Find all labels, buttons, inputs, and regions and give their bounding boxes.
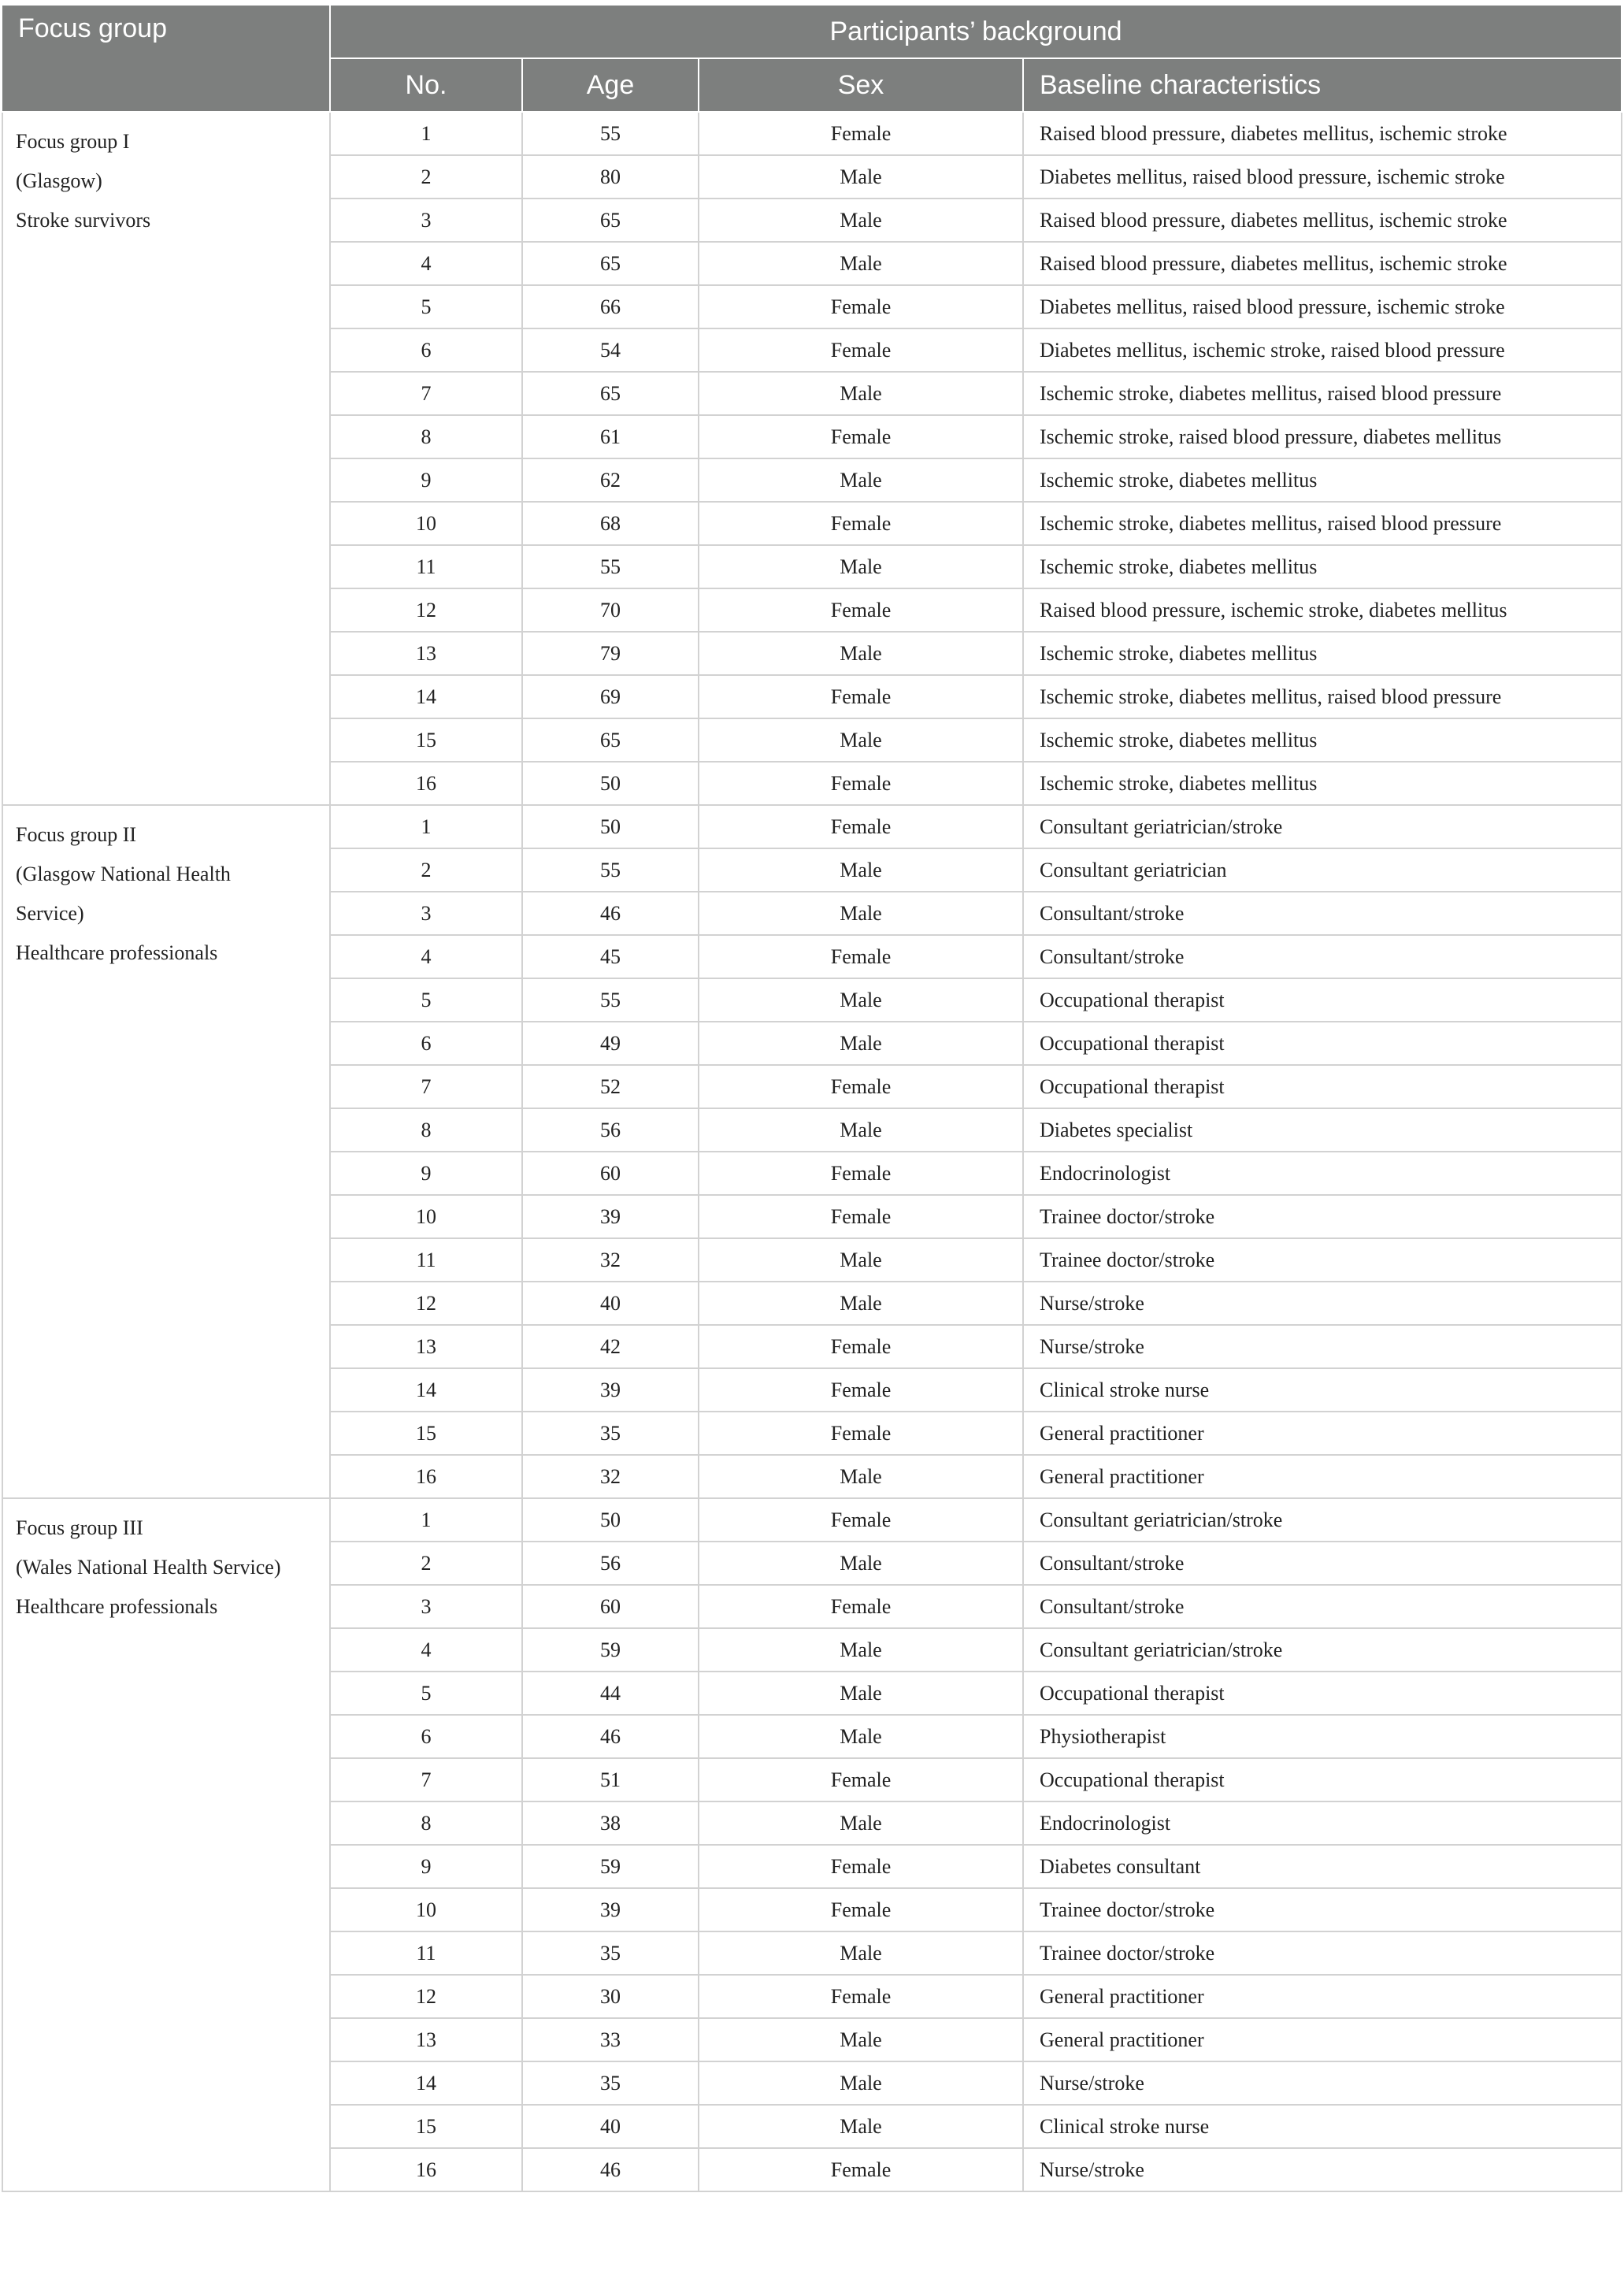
- participant-sex: Male: [699, 1672, 1023, 1715]
- focus-group-label-line: Focus group I: [16, 130, 130, 153]
- participant-number: 12: [330, 588, 522, 632]
- participant-age: 56: [522, 1542, 699, 1585]
- participant-sex: Male: [699, 632, 1023, 675]
- focus-group-label-line: Focus group II: [16, 823, 137, 846]
- participant-sex: Male: [699, 1022, 1023, 1065]
- participant-number: 15: [330, 2105, 522, 2148]
- participant-sex: Male: [699, 155, 1023, 199]
- participant-number: 8: [330, 415, 522, 458]
- participant-sex: Female: [699, 1368, 1023, 1412]
- participant-number: 9: [330, 1152, 522, 1195]
- participant-sex: Male: [699, 978, 1023, 1022]
- baseline-characteristics: Trainee doctor/stroke: [1023, 1931, 1622, 1975]
- header-baseline: Baseline characteristics: [1023, 58, 1622, 112]
- participant-sex: Male: [699, 2061, 1023, 2105]
- participant-number: 2: [330, 848, 522, 892]
- participant-sex: Female: [699, 415, 1023, 458]
- participant-number: 12: [330, 1975, 522, 2018]
- participant-number: 5: [330, 1672, 522, 1715]
- baseline-characteristics: Physiotherapist: [1023, 1715, 1622, 1758]
- participant-age: 65: [522, 718, 699, 762]
- baseline-characteristics: General practitioner: [1023, 1412, 1622, 1455]
- participant-age: 61: [522, 415, 699, 458]
- baseline-characteristics: Trainee doctor/stroke: [1023, 1195, 1622, 1238]
- participant-age: 35: [522, 1931, 699, 1975]
- participant-sex: Male: [699, 2105, 1023, 2148]
- participant-number: 1: [330, 1498, 522, 1542]
- baseline-characteristics: Raised blood pressure, diabetes mellitus, ischemic stroke: [1023, 112, 1622, 155]
- participant-number: 4: [330, 1628, 522, 1672]
- participant-sex: Male: [699, 848, 1023, 892]
- header-participants-background: Participants’ background: [330, 5, 1622, 58]
- focus-group-label: [2, 1498, 330, 2191]
- participant-number: 15: [330, 718, 522, 762]
- baseline-characteristics: Ischemic stroke, diabetes mellitus: [1023, 762, 1622, 805]
- header-age: Age: [522, 58, 699, 112]
- participant-sex: Male: [699, 892, 1023, 935]
- participant-age: 42: [522, 1325, 699, 1368]
- baseline-characteristics: Occupational therapist: [1023, 1022, 1622, 1065]
- participant-number: 5: [330, 285, 522, 328]
- participant-number: 4: [330, 242, 522, 285]
- baseline-characteristics: Consultant/stroke: [1023, 892, 1622, 935]
- baseline-characteristics: Diabetes consultant: [1023, 1845, 1622, 1888]
- participant-age: 79: [522, 632, 699, 675]
- header-no: No.: [330, 58, 522, 112]
- participant-age: 55: [522, 545, 699, 588]
- participant-number: 9: [330, 458, 522, 502]
- participant-number: 16: [330, 2148, 522, 2191]
- focus-group-label-line: Service): [16, 902, 84, 925]
- baseline-characteristics: Ischemic stroke, diabetes mellitus, raised blood pressure: [1023, 675, 1622, 718]
- participant-sex: Female: [699, 1325, 1023, 1368]
- participant-age: 55: [522, 978, 699, 1022]
- baseline-characteristics: Endocrinologist: [1023, 1801, 1622, 1845]
- participant-sex: Female: [699, 1585, 1023, 1628]
- participant-sex: Female: [699, 285, 1023, 328]
- participant-number: 10: [330, 502, 522, 545]
- participant-sex: Male: [699, 1238, 1023, 1282]
- baseline-characteristics: Trainee doctor/stroke: [1023, 1238, 1622, 1282]
- baseline-characteristics: Ischemic stroke, diabetes mellitus: [1023, 458, 1622, 502]
- baseline-characteristics: Ischemic stroke, raised blood pressure, diabetes mellitus: [1023, 415, 1622, 458]
- baseline-characteristics: Consultant/stroke: [1023, 1542, 1622, 1585]
- participant-age: 54: [522, 328, 699, 372]
- participant-age: 50: [522, 762, 699, 805]
- baseline-characteristics: Ischemic stroke, diabetes mellitus: [1023, 632, 1622, 675]
- baseline-characteristics: Nurse/stroke: [1023, 1325, 1622, 1368]
- participant-number: 14: [330, 1368, 522, 1412]
- header-focus-group: Focus group: [2, 5, 330, 112]
- participant-age: 35: [522, 1412, 699, 1455]
- participant-sex: Female: [699, 112, 1023, 155]
- participant-sex: Male: [699, 458, 1023, 502]
- participant-age: 35: [522, 2061, 699, 2105]
- participant-sex: Female: [699, 935, 1023, 978]
- participant-sex: Female: [699, 588, 1023, 632]
- participant-age: 39: [522, 1368, 699, 1412]
- participant-age: 45: [522, 935, 699, 978]
- focus-group-label-line: Healthcare professionals: [16, 941, 218, 964]
- participant-number: 8: [330, 1801, 522, 1845]
- baseline-characteristics: Consultant geriatrician/stroke: [1023, 1498, 1622, 1542]
- focus-group-label-line: (Glasgow National Health: [16, 863, 231, 885]
- participant-age: 55: [522, 112, 699, 155]
- participant-number: 10: [330, 1888, 522, 1931]
- baseline-characteristics: Consultant/stroke: [1023, 1585, 1622, 1628]
- baseline-characteristics: Endocrinologist: [1023, 1152, 1622, 1195]
- participant-sex: Male: [699, 545, 1023, 588]
- participant-age: 51: [522, 1758, 699, 1801]
- participant-sex: Female: [699, 1888, 1023, 1931]
- participant-number: 7: [330, 1758, 522, 1801]
- participant-age: 60: [522, 1152, 699, 1195]
- participant-sex: Female: [699, 1065, 1023, 1108]
- baseline-characteristics: Ischemic stroke, diabetes mellitus, raised blood pressure: [1023, 502, 1622, 545]
- focus-group-label-line: (Wales National Health Service): [16, 1556, 281, 1579]
- focus-group-label-line: Healthcare professionals: [16, 1595, 218, 1618]
- participant-sex: Male: [699, 1542, 1023, 1585]
- participant-number: 11: [330, 545, 522, 588]
- participant-age: 52: [522, 1065, 699, 1108]
- participant-number: 3: [330, 892, 522, 935]
- participant-number: 12: [330, 1282, 522, 1325]
- table-body: [2, 112, 1622, 2191]
- participant-age: 30: [522, 1975, 699, 2018]
- participant-sex: Female: [699, 1758, 1023, 1801]
- participant-number: 11: [330, 1931, 522, 1975]
- baseline-characteristics: General practitioner: [1023, 2018, 1622, 2061]
- participant-age: 39: [522, 1195, 699, 1238]
- participant-age: 55: [522, 848, 699, 892]
- table-header: [2, 5, 1622, 112]
- participant-number: 6: [330, 1715, 522, 1758]
- participant-age: 59: [522, 1845, 699, 1888]
- participant-age: 56: [522, 1108, 699, 1152]
- participant-number: 11: [330, 1238, 522, 1282]
- participant-number: 16: [330, 762, 522, 805]
- baseline-characteristics: Raised blood pressure, diabetes mellitus, ischemic stroke: [1023, 242, 1622, 285]
- participant-sex: Female: [699, 675, 1023, 718]
- participant-age: 40: [522, 1282, 699, 1325]
- participant-number: 13: [330, 1325, 522, 1368]
- participant-sex: Male: [699, 1455, 1023, 1498]
- participant-age: 33: [522, 2018, 699, 2061]
- participant-age: 62: [522, 458, 699, 502]
- baseline-characteristics: Consultant geriatrician/stroke: [1023, 1628, 1622, 1672]
- baseline-characteristics: Diabetes mellitus, raised blood pressure, ischemic stroke: [1023, 285, 1622, 328]
- participant-sex: Male: [699, 1931, 1023, 1975]
- focus-group-label: [2, 112, 330, 805]
- baseline-characteristics: Consultant geriatrician/stroke: [1023, 805, 1622, 848]
- participant-number: 16: [330, 1455, 522, 1498]
- participant-number: 1: [330, 805, 522, 848]
- participant-sex: Male: [699, 1628, 1023, 1672]
- participant-sex: Male: [699, 718, 1023, 762]
- participant-sex: Female: [699, 1195, 1023, 1238]
- participant-age: 40: [522, 2105, 699, 2148]
- participant-age: 39: [522, 1888, 699, 1931]
- participant-number: 4: [330, 935, 522, 978]
- participant-sex: Female: [699, 762, 1023, 805]
- participant-sex: Female: [699, 1498, 1023, 1542]
- participant-age: 32: [522, 1455, 699, 1498]
- participant-age: 46: [522, 2148, 699, 2191]
- baseline-characteristics: Nurse/stroke: [1023, 2148, 1622, 2191]
- participant-number: 13: [330, 632, 522, 675]
- baseline-characteristics: Diabetes mellitus, ischemic stroke, raised blood pressure: [1023, 328, 1622, 372]
- focus-group-label-line: (Glasgow): [16, 169, 102, 192]
- participant-number: 3: [330, 1585, 522, 1628]
- baseline-characteristics: Raised blood pressure, ischemic stroke, diabetes mellitus: [1023, 588, 1622, 632]
- baseline-characteristics: Occupational therapist: [1023, 978, 1622, 1022]
- participant-sex: Female: [699, 1412, 1023, 1455]
- baseline-characteristics: Diabetes mellitus, raised blood pressure, ischemic stroke: [1023, 155, 1622, 199]
- focus-group-label: [2, 805, 330, 1498]
- participant-age: 65: [522, 199, 699, 242]
- header-row-top: [2, 5, 1622, 58]
- participant-age: 59: [522, 1628, 699, 1672]
- participant-sex: Male: [699, 1282, 1023, 1325]
- participant-number: 7: [330, 372, 522, 415]
- participants-table: [2, 4, 1622, 2192]
- participant-sex: Male: [699, 199, 1023, 242]
- participant-age: 44: [522, 1672, 699, 1715]
- participant-sex: Male: [699, 1715, 1023, 1758]
- participant-sex: Male: [699, 2018, 1023, 2061]
- baseline-characteristics: Consultant/stroke: [1023, 935, 1622, 978]
- participant-number: 7: [330, 1065, 522, 1108]
- baseline-characteristics: Nurse/stroke: [1023, 1282, 1622, 1325]
- table-row: [2, 805, 1622, 848]
- participant-number: 15: [330, 1412, 522, 1455]
- participant-number: 1: [330, 112, 522, 155]
- participant-number: 2: [330, 155, 522, 199]
- participant-number: 10: [330, 1195, 522, 1238]
- baseline-characteristics: Consultant geriatrician: [1023, 848, 1622, 892]
- participant-sex: Female: [699, 1845, 1023, 1888]
- participant-age: 60: [522, 1585, 699, 1628]
- participant-number: 5: [330, 978, 522, 1022]
- participant-age: 65: [522, 372, 699, 415]
- participant-number: 3: [330, 199, 522, 242]
- focus-group-label-line: Stroke survivors: [16, 209, 151, 232]
- participant-sex: Female: [699, 805, 1023, 848]
- participant-sex: Female: [699, 1152, 1023, 1195]
- participant-age: 50: [522, 805, 699, 848]
- baseline-characteristics: Occupational therapist: [1023, 1758, 1622, 1801]
- participant-age: 46: [522, 1715, 699, 1758]
- baseline-characteristics: Ischemic stroke, diabetes mellitus, raised blood pressure: [1023, 372, 1622, 415]
- participant-age: 70: [522, 588, 699, 632]
- participant-number: 14: [330, 675, 522, 718]
- participant-age: 50: [522, 1498, 699, 1542]
- participant-number: 2: [330, 1542, 522, 1585]
- baseline-characteristics: Clinical stroke nurse: [1023, 2105, 1622, 2148]
- participant-sex: Male: [699, 242, 1023, 285]
- baseline-characteristics: General practitioner: [1023, 1975, 1622, 2018]
- baseline-characteristics: Occupational therapist: [1023, 1672, 1622, 1715]
- participant-sex: Female: [699, 2148, 1023, 2191]
- baseline-characteristics: Diabetes specialist: [1023, 1108, 1622, 1152]
- baseline-characteristics: Ischemic stroke, diabetes mellitus: [1023, 718, 1622, 762]
- header-sex: Sex: [699, 58, 1023, 112]
- baseline-characteristics: Raised blood pressure, diabetes mellitus, ischemic stroke: [1023, 199, 1622, 242]
- participant-sex: Female: [699, 1975, 1023, 2018]
- participant-sex: Male: [699, 1108, 1023, 1152]
- baseline-characteristics: General practitioner: [1023, 1455, 1622, 1498]
- participant-sex: Female: [699, 328, 1023, 372]
- participant-number: 13: [330, 2018, 522, 2061]
- participant-age: 65: [522, 242, 699, 285]
- participant-age: 32: [522, 1238, 699, 1282]
- participant-number: 6: [330, 328, 522, 372]
- participant-number: 14: [330, 2061, 522, 2105]
- participant-number: 6: [330, 1022, 522, 1065]
- baseline-characteristics: Occupational therapist: [1023, 1065, 1622, 1108]
- participant-age: 66: [522, 285, 699, 328]
- participant-age: 80: [522, 155, 699, 199]
- table-row: [2, 112, 1622, 155]
- participant-number: 8: [330, 1108, 522, 1152]
- table-row: [2, 1498, 1622, 1542]
- participant-age: 46: [522, 892, 699, 935]
- focus-group-label-line: Focus group III: [16, 1516, 143, 1539]
- participant-age: 38: [522, 1801, 699, 1845]
- participant-age: 49: [522, 1022, 699, 1065]
- participant-sex: Male: [699, 1801, 1023, 1845]
- participant-sex: Male: [699, 372, 1023, 415]
- baseline-characteristics: Clinical stroke nurse: [1023, 1368, 1622, 1412]
- participant-age: 69: [522, 675, 699, 718]
- participant-number: 9: [330, 1845, 522, 1888]
- baseline-characteristics: Nurse/stroke: [1023, 2061, 1622, 2105]
- baseline-characteristics: Ischemic stroke, diabetes mellitus: [1023, 545, 1622, 588]
- participant-age: 68: [522, 502, 699, 545]
- participant-sex: Female: [699, 502, 1023, 545]
- baseline-characteristics: Trainee doctor/stroke: [1023, 1888, 1622, 1931]
